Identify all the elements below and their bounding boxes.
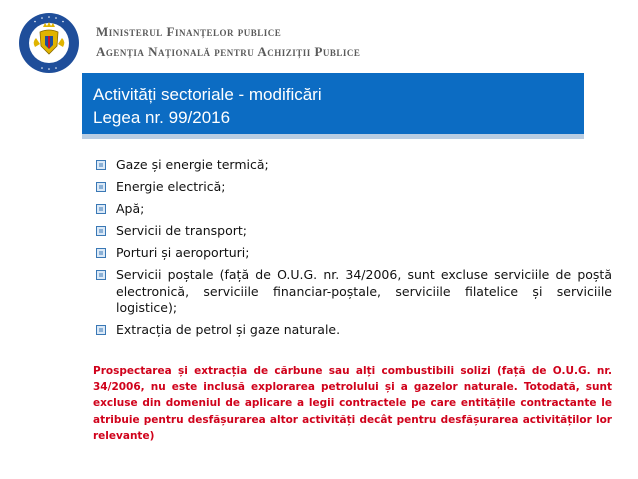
ministry-name: Ministerul Finanțelor publice bbox=[96, 24, 282, 39]
list-item-text: Servicii poștale (față de O.U.G. nr. 34/2006, sunt excluse serviciile de poștă electronică, serviciile financiar-poștale, serviciile filatelice și serviciile logistice); bbox=[116, 267, 612, 315]
list-item-text: Servicii de transport; bbox=[116, 223, 247, 238]
title-accent-bar bbox=[82, 134, 584, 139]
note-text: Prospectarea și extracția de cărbune sau alți combustibili solizi (față de O.U.G. nr. 34/2006, nu este inclusă explorarea petrolului și a gazelor naturale. Totodată, sunt excluse din domeniul de aplicare a legii contractele pe care entitățile contractante le atribuie pentru desfășurarea altor activități decât pentru desfășurarea activităților lor relevante) bbox=[93, 365, 612, 442]
checkbox-bullet-icon bbox=[96, 204, 106, 214]
checkbox-bullet-icon bbox=[96, 248, 106, 258]
checkbox-bullet-icon bbox=[96, 325, 106, 335]
list-item bbox=[96, 223, 612, 240]
checkbox-bullet-icon bbox=[96, 270, 106, 280]
list-item bbox=[96, 157, 612, 174]
slide-title: Activități sectoriale - modificări bbox=[93, 85, 322, 104]
checkbox-bullet-icon bbox=[96, 226, 106, 236]
bullet-list bbox=[96, 157, 612, 344]
list-item-text: Gaze și energie termică; bbox=[116, 157, 269, 172]
list-item bbox=[96, 245, 612, 262]
list-item-text: Porturi și aeroporturi; bbox=[116, 245, 250, 260]
list-item-text: Energie electrică; bbox=[116, 179, 226, 194]
checkbox-bullet-icon bbox=[96, 160, 106, 170]
title-banner bbox=[82, 73, 584, 135]
list-item bbox=[96, 201, 612, 218]
checkbox-bullet-icon bbox=[96, 182, 106, 192]
list-item bbox=[96, 179, 612, 196]
list-item bbox=[96, 322, 612, 339]
government-logo bbox=[18, 12, 80, 74]
agency-name: Agenția Națională pentru Achiziții Publice bbox=[96, 44, 361, 59]
list-item-text: Extracția de petrol și gaze naturale. bbox=[116, 322, 341, 337]
list-item bbox=[96, 267, 612, 317]
list-item-text: Apă; bbox=[116, 201, 145, 216]
slide-subtitle: Legea nr. 99/2016 bbox=[93, 108, 231, 127]
ministry-heading bbox=[96, 22, 360, 62]
